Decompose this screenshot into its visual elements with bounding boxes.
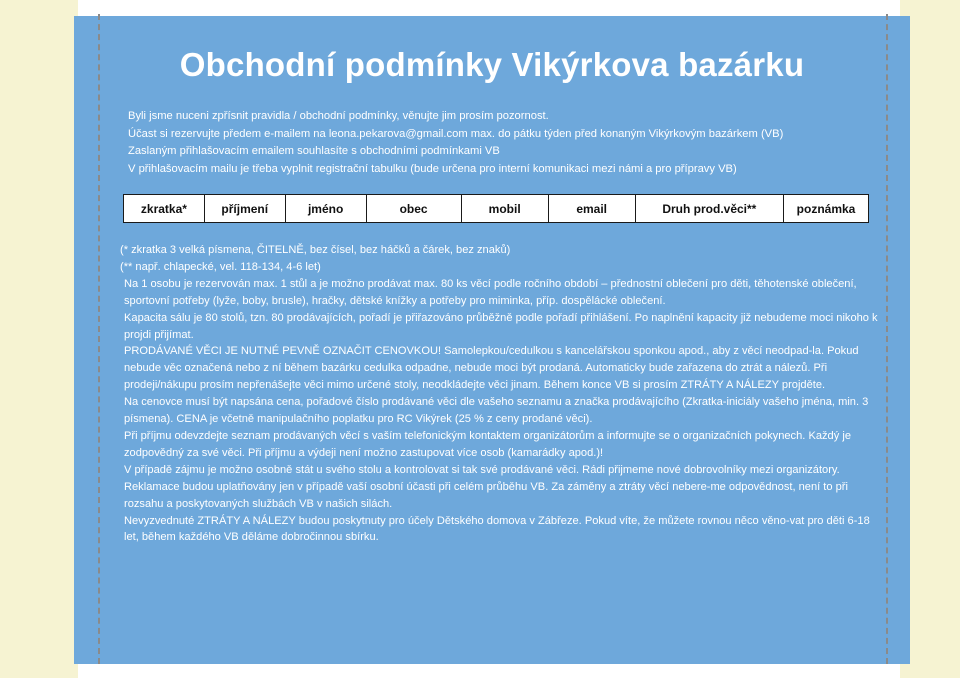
terms-paragraph: Na 1 osobu je rezervován max. 1 stůl a je možno prodávat max. 80 ks věcí podle ročního období – přednostní oblečení pro děti, těhotenské oblečení, sportovní potřeby (lyže, boby, brusle), hračky, dětské knížky a potřeby pro miminka, příp. dospělácké oblečení. [124, 277, 857, 307]
intro-line: V přihlašovacím mailu je třeba vyplnit registrační tabulku (bude určena pro interní komunikaci mezi námi a pro přípravy VB) [128, 162, 737, 175]
footnote: (* zkratka 3 velká písmena, ČITELNĚ, bez čísel, bez háčků a čárek, bez znaků) [120, 244, 511, 256]
terms-paragraph: V případě zájmu je možno osobně stát u svého stolu a kontrolovat si tak své prodávané věci. Rádi přijmeme nové dobrovolníky mezi organizátory. Reklamace budou uplatňovány jen v případě vaší osobní účasti při celém průběhu VB. Za záměny a ztráty věcí nebere-me odpovědnost, není to při rozsahu a poskytovaných službách VB v našich silách. [124, 463, 848, 510]
table-header-row [124, 195, 869, 223]
registration-table [123, 194, 869, 223]
table-header-cell: jméno [285, 195, 366, 223]
table-header-cell: příjmení [204, 195, 285, 223]
intro-line: Účast si rezervujte předem e-mailem na leona.pekarova@gmail.com max. do pátku týden před konaným Vikýrkovým bazárkem (VB) [128, 127, 784, 140]
terms-paragraph: Kapacita sálu je 80 stolů, tzn. 80 prodávajících, pořadí je přiřazováno průběžně podle pořadí přihlášení. Po naplnění kapacity již nebudeme moci nikoho k projdi přijímat. [124, 311, 878, 341]
paper-margin-left [0, 0, 78, 678]
table-header-cell: Druh prod.věci** [635, 195, 783, 223]
terms-paragraph: Na cenovce musí být napsána cena, pořadové číslo prodávané věci dle vašeho seznamu a značka prodávajícího (Zkratka-iniciály vašeho jména, min. 3 písmena). CENA je včetně manipulačního poplatku pro RC Vikýrek (25 % z ceny prodané věci). [124, 396, 869, 426]
cut-line-left [98, 14, 100, 664]
footnote: (** např. chlapecké, vel. 118-134, 4-6 let) [120, 260, 321, 273]
cut-line-right [886, 14, 888, 664]
terms-block [120, 242, 880, 546]
intro-block [128, 108, 888, 178]
table-header-cell: email [548, 195, 635, 223]
document-title: Obchodní podmínky Vikýrkova bazárku [179, 46, 805, 83]
terms-paragraph: Nevyzvednuté ZTRÁTY A NÁLEZY budou poskytnuty pro účely Dětského domova v Zábřeze. Pokud víte, že můžete rovnou něco věno-vat pro děti 6-18 let, během každého VB děláme dobročinnou sbírku. [124, 514, 870, 544]
table-header-cell: mobil [461, 195, 548, 223]
table-header-cell: zkratka* [124, 195, 205, 223]
intro-line: Zaslaným přihlašovacím emailem souhlasíte s obchodními podmínkami VB [128, 145, 500, 157]
table-header-cell: obec [366, 195, 461, 223]
terms-paragraph: Při příjmu odevzdejte seznam prodávaných věcí s vaším telefonickým kontaktem organizátorům a informujte se o organizačních pokynech. Každý je zodpovědný za své věci. Při příjmu a výdeji není možno zastupovat více osob (kamarádky apod.)! [124, 429, 851, 459]
terms-paragraph: PRODÁVANÉ VĚCI JE NUTNÉ PEVNĚ OZNAČIT CENOVKOU! Samolepkou/cedulkou s kancelářskou sponkou apod., aby z věcí neodpad-la. Pokud nebude věc označená nebo z ní během bazárku cedulka odpadne, nebude moci být prodaná. Automaticky bude zařazena do ztrát a nálezů. Při prodeji/nákupu prosím nepřenášejte věci mimo určené stoly, neodkládejte věci jinam. Během konce VB si prosím ZTRÁTY A NÁLEZY projděte. [124, 345, 859, 392]
poster [74, 16, 910, 664]
table-header-cell: poznámka [784, 195, 869, 223]
intro-line: Byli jsme nuceni zpřísnit pravidla / obchodní podmínky, věnujte jim prosím pozornost. [128, 110, 549, 122]
